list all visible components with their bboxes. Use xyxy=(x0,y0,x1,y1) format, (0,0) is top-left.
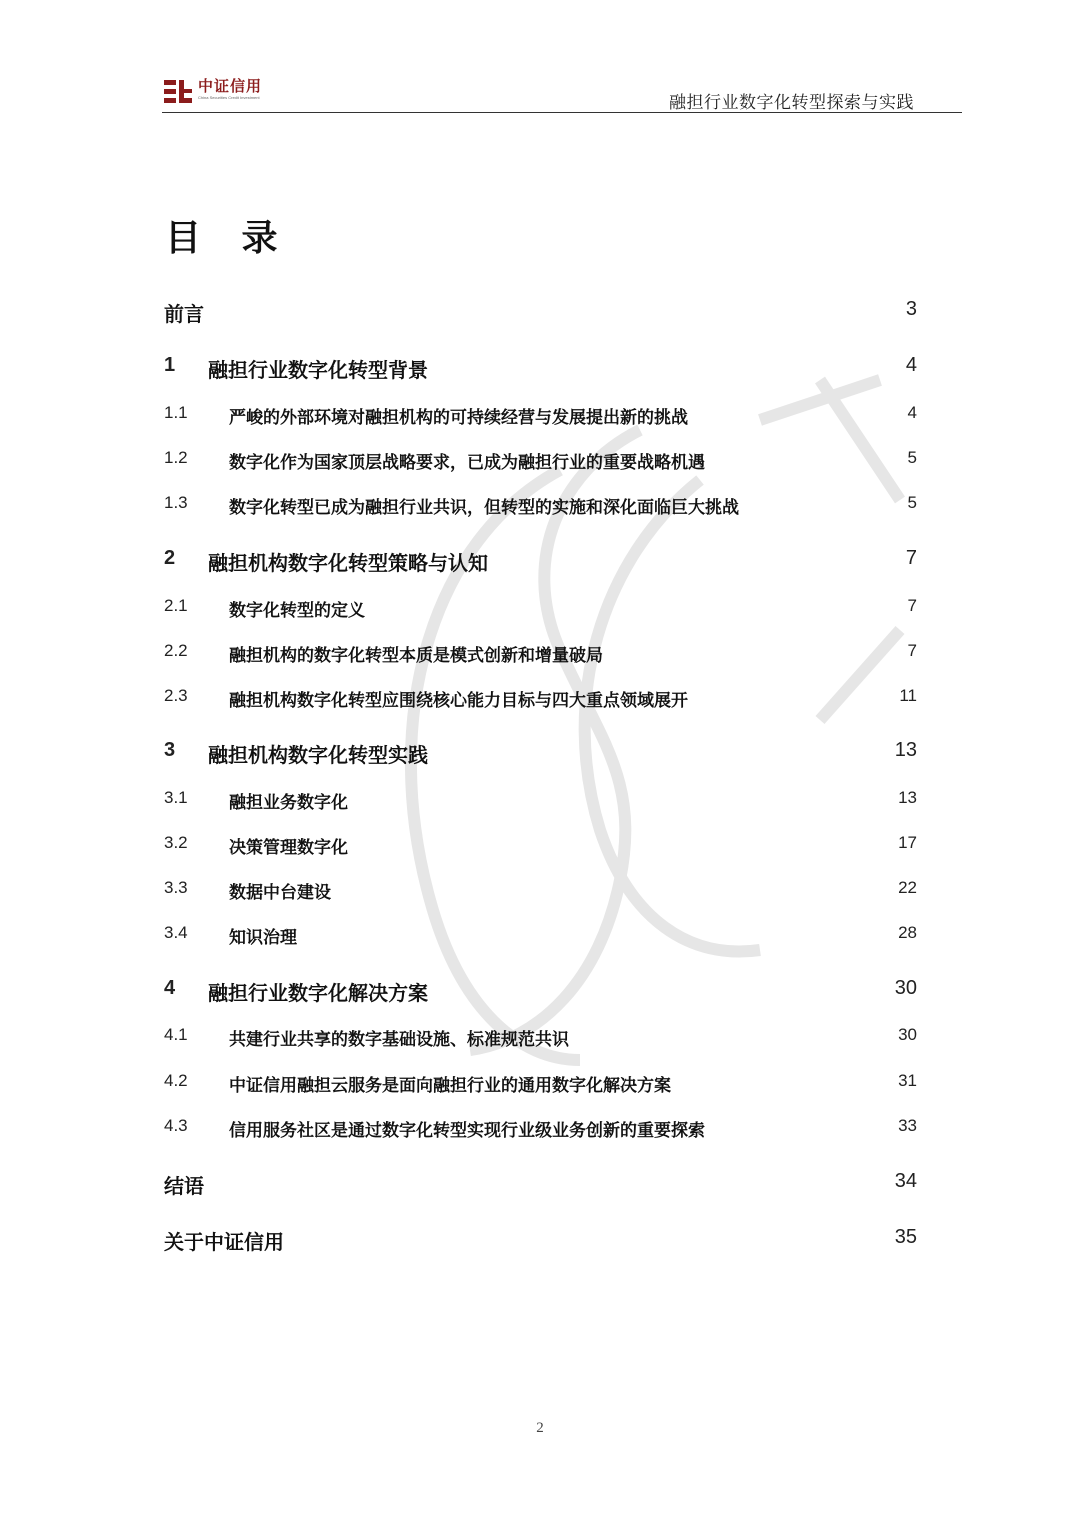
toc-entry-number: 3.4 xyxy=(164,923,188,942)
toc-entry-title: 中证信用融担云服务是面向融担行业的通用数字化解决方案 xyxy=(229,1076,671,1096)
toc-entry-title: 融担机构数字化转型应围绕核心能力目标与四大重点领域展开 xyxy=(229,691,688,711)
toc-entry-number: 1.3 xyxy=(164,493,188,512)
toc-entry-page: 31 xyxy=(898,1071,917,1090)
page-number: 2 xyxy=(536,1420,544,1436)
toc-entry-number: 2 xyxy=(164,547,176,569)
header-document-title: 融担行业数字化转型探索与实践 xyxy=(669,93,914,113)
toc-entry-title: 关于中证信用 xyxy=(164,1230,284,1254)
toc-entry-page: 22 xyxy=(898,878,917,897)
toc-entry-number: 1.2 xyxy=(164,448,188,467)
toc-entry-page: 28 xyxy=(898,923,917,942)
toc-entry-title: 融担机构数字化转型策略与认知 xyxy=(208,551,488,575)
toc-entry-title: 融担机构的数字化转型本质是模式创新和增量破局 xyxy=(229,646,603,666)
toc-entry-page: 7 xyxy=(907,596,917,615)
toc-entry-page: 33 xyxy=(898,1116,917,1135)
toc-entry-number: 4.1 xyxy=(164,1025,188,1044)
toc-entry-number: 1 xyxy=(164,354,176,376)
toc-entry-title: 数字化转型已成为融担行业共识，但转型的实施和深化面临巨大挑战 xyxy=(229,498,739,518)
toc-entry-page: 5 xyxy=(907,448,917,467)
toc-entry-title: 数据中台建设 xyxy=(229,883,331,903)
toc-entry-title: 数字化转型的定义 xyxy=(229,601,365,621)
toc-entry-title: 共建行业共享的数字基础设施、标准规范共识 xyxy=(229,1030,569,1050)
toc-entry-page: 35 xyxy=(894,1226,917,1248)
toc-entry-page: 13 xyxy=(898,788,917,807)
toc-entry-page: 5 xyxy=(907,493,917,512)
toc-entry-title: 数字化作为国家顶层战略要求，已成为融担行业的重要战略机遇 xyxy=(229,453,705,473)
toc-entry-page: 3 xyxy=(905,298,917,320)
toc-entry-number: 3.2 xyxy=(164,833,188,852)
toc-entry-number: 4 xyxy=(164,977,176,999)
toc-entry-page: 34 xyxy=(894,1170,917,1192)
toc-entry-page: 13 xyxy=(894,739,917,761)
toc-entry-title: 融担行业数字化解决方案 xyxy=(208,981,428,1005)
toc-entry-page: 7 xyxy=(907,641,917,660)
toc-entry-page: 4 xyxy=(907,403,917,422)
toc-entry-page: 7 xyxy=(905,547,917,569)
toc-heading: 目 录 xyxy=(165,218,292,259)
toc-entry-page: 11 xyxy=(899,686,917,705)
toc-entry-number: 4.3 xyxy=(164,1116,188,1135)
toc-entry-title: 融担业务数字化 xyxy=(229,793,348,813)
toc-entry-page: 30 xyxy=(894,977,917,999)
toc-entry-number: 2.2 xyxy=(164,641,188,660)
toc-entry-number: 3 xyxy=(164,739,176,761)
toc-entry-page: 17 xyxy=(898,833,917,852)
toc-entry-title: 决策管理数字化 xyxy=(229,838,348,858)
toc-entry-title: 信用服务社区是通过数字化转型实现行业级业务创新的重要探索 xyxy=(229,1121,705,1141)
toc-entry-number: 4.2 xyxy=(164,1071,188,1090)
toc-entry-number: 2.3 xyxy=(164,686,188,705)
toc-entry-number: 2.1 xyxy=(164,596,188,615)
toc-entry-title: 融担行业数字化转型背景 xyxy=(208,358,428,382)
toc-entry-number: 3.1 xyxy=(164,788,188,807)
toc-entry-title: 融担机构数字化转型实践 xyxy=(208,743,428,767)
logo-english-name: China Securities Credit Investment xyxy=(198,95,260,100)
toc-entry-title: 严峻的外部环境对融担机构的可持续经营与发展提出新的挑战 xyxy=(229,408,688,428)
toc-entry-number: 1.1 xyxy=(164,403,188,422)
toc-entry-title: 前言 xyxy=(164,302,204,326)
toc-entry-title: 结语 xyxy=(164,1174,204,1198)
toc-entry-page: 30 xyxy=(898,1025,917,1044)
toc-entry-title: 知识治理 xyxy=(229,928,297,948)
toc-entry-number: 3.3 xyxy=(164,878,188,897)
logo-chinese-name: 中证信用 xyxy=(198,77,263,95)
toc-entry-page: 4 xyxy=(905,354,917,376)
